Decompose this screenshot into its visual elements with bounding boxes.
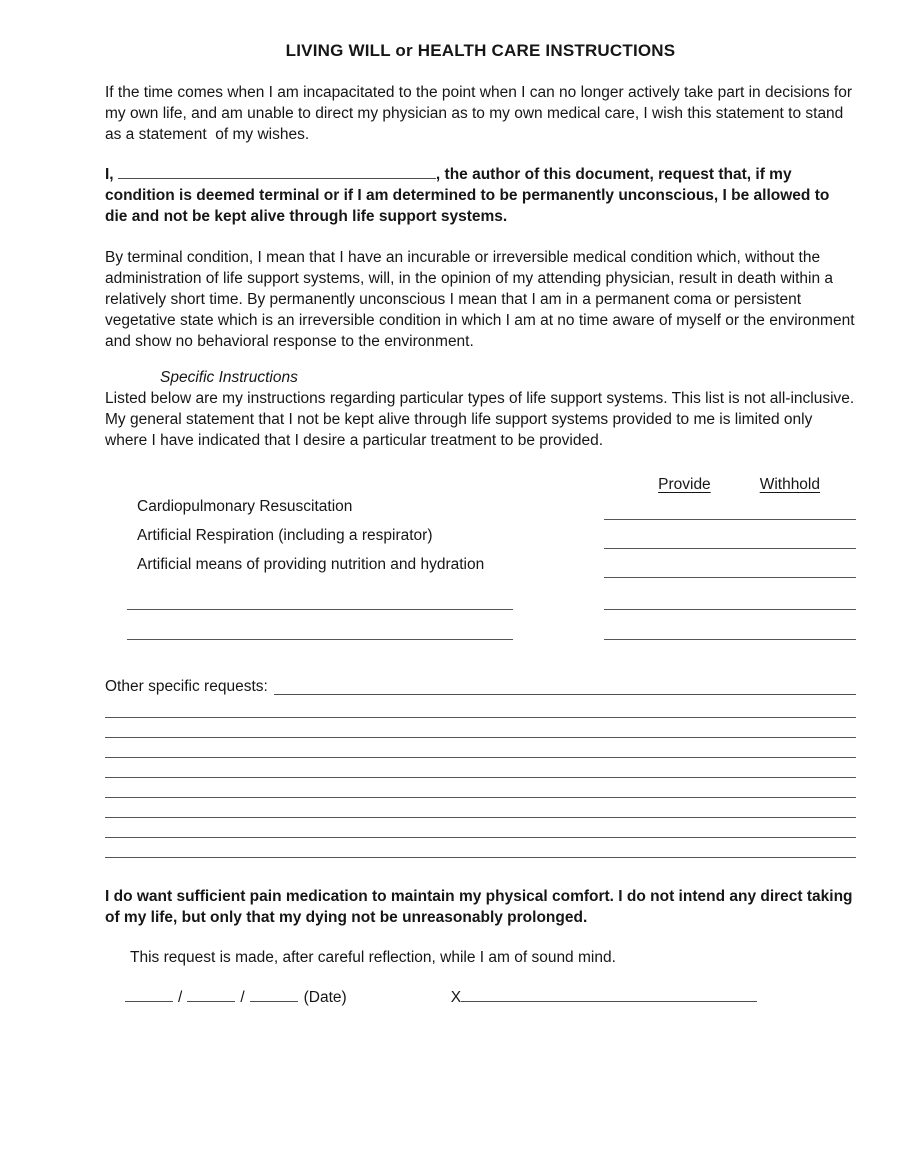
extra-treatment-name-blank[interactable] — [127, 587, 513, 610]
declaration-suffix: , the author of this document, request that, if my condition is deemed terminal or if I am determined to be permanently unconscious, I be allowed to die and not be kept alive through life support systems. — [105, 166, 834, 225]
provide-withhold-answer-blank[interactable] — [604, 554, 856, 578]
extra-treatment-row — [105, 617, 856, 647]
provide-withhold-answer-blank[interactable] — [604, 617, 856, 640]
provide-column-header: Provide — [658, 476, 711, 493]
date-label: (Date) — [303, 989, 347, 1006]
declarant-name-blank[interactable] — [118, 165, 436, 179]
definitions-paragraph: By terminal condition, I mean that I have an incurable or irreversible medical condition which, without the administration of life support systems, will, in the opinion of my attending physician, result in death within a relatively short time. By permanently unconscious I mean that I am in a permanent coma or persistent vegetative state which is an irreversible condition in which I am at no time aware of myself or the environment and show no behavioral response to the environment. — [105, 249, 859, 350]
date-and-signature-row — [125, 987, 856, 1011]
provide-withhold-answer-blank[interactable] — [604, 587, 856, 610]
treatment-options-table — [105, 474, 856, 647]
signature-x-label: X — [450, 989, 462, 1006]
provide-withhold-answer-blank[interactable] — [604, 525, 856, 549]
writing-line[interactable] — [105, 838, 856, 858]
date-day-blank[interactable] — [187, 988, 235, 1002]
treatment-label: Artificial means of providing nutrition and hydration — [137, 556, 485, 573]
writing-line[interactable] — [105, 818, 856, 838]
table-header-row — [105, 474, 856, 496]
table-row — [105, 525, 856, 554]
declaration-paragraph — [105, 164, 856, 227]
date-separator: / — [240, 989, 245, 1006]
sound-mind-paragraph: This request is made, after careful reflection, while I am of sound mind. — [130, 949, 616, 966]
writing-line[interactable] — [105, 718, 856, 738]
writing-line[interactable] — [105, 698, 856, 718]
page-title: LIVING WILL or HEALTH CARE INSTRUCTIONS — [285, 41, 676, 60]
specific-instructions-heading: Specific Instructions — [160, 369, 298, 386]
table-row — [105, 554, 856, 583]
writing-line[interactable] — [105, 778, 856, 798]
intro-paragraph: If the time comes when I am incapacitated to the point when I can no longer actively take part in decisions for my own life, and am unable to direct my physician as to my own medical care, I wish this statement to stand as a statement of my wishes. — [105, 84, 857, 143]
pain-medication-paragraph: I do want sufficient pain medication to maintain my physical comfort. I do not intend any direct taking of my life, but only that my dying not be unreasonably prolonged. — [105, 888, 857, 926]
instructions-intro-paragraph: Listed below are my instructions regarding particular types of life support systems. This list is not all-inclusive. My general statement that I not be kept alive through life support systems provided to me is limited only where I have indicated that I desire a particular treatment to be provided. — [105, 390, 859, 449]
extra-treatment-name-blank[interactable] — [127, 617, 513, 640]
treatment-label: Artificial Respiration (including a respirator) — [137, 527, 433, 544]
other-requests-label: Other specific requests: — [105, 678, 268, 695]
date-year-blank[interactable] — [250, 988, 298, 1002]
signature-blank[interactable] — [461, 988, 757, 1002]
date-separator: / — [178, 989, 183, 1006]
writing-line[interactable] — [105, 758, 856, 778]
other-requests-blank[interactable] — [274, 676, 856, 695]
extra-treatment-row — [105, 587, 856, 617]
date-month-blank[interactable] — [125, 988, 173, 1002]
declaration-prefix: I, — [105, 166, 118, 183]
provide-withhold-answer-blank[interactable] — [604, 496, 856, 520]
writing-line[interactable] — [105, 798, 856, 818]
other-requests-writing-area — [105, 698, 856, 858]
writing-line[interactable] — [105, 738, 856, 758]
other-requests-row — [105, 676, 856, 698]
withhold-column-header: Withhold — [759, 476, 820, 493]
treatment-label: Cardiopulmonary Resuscitation — [137, 498, 353, 515]
table-row — [105, 496, 856, 525]
